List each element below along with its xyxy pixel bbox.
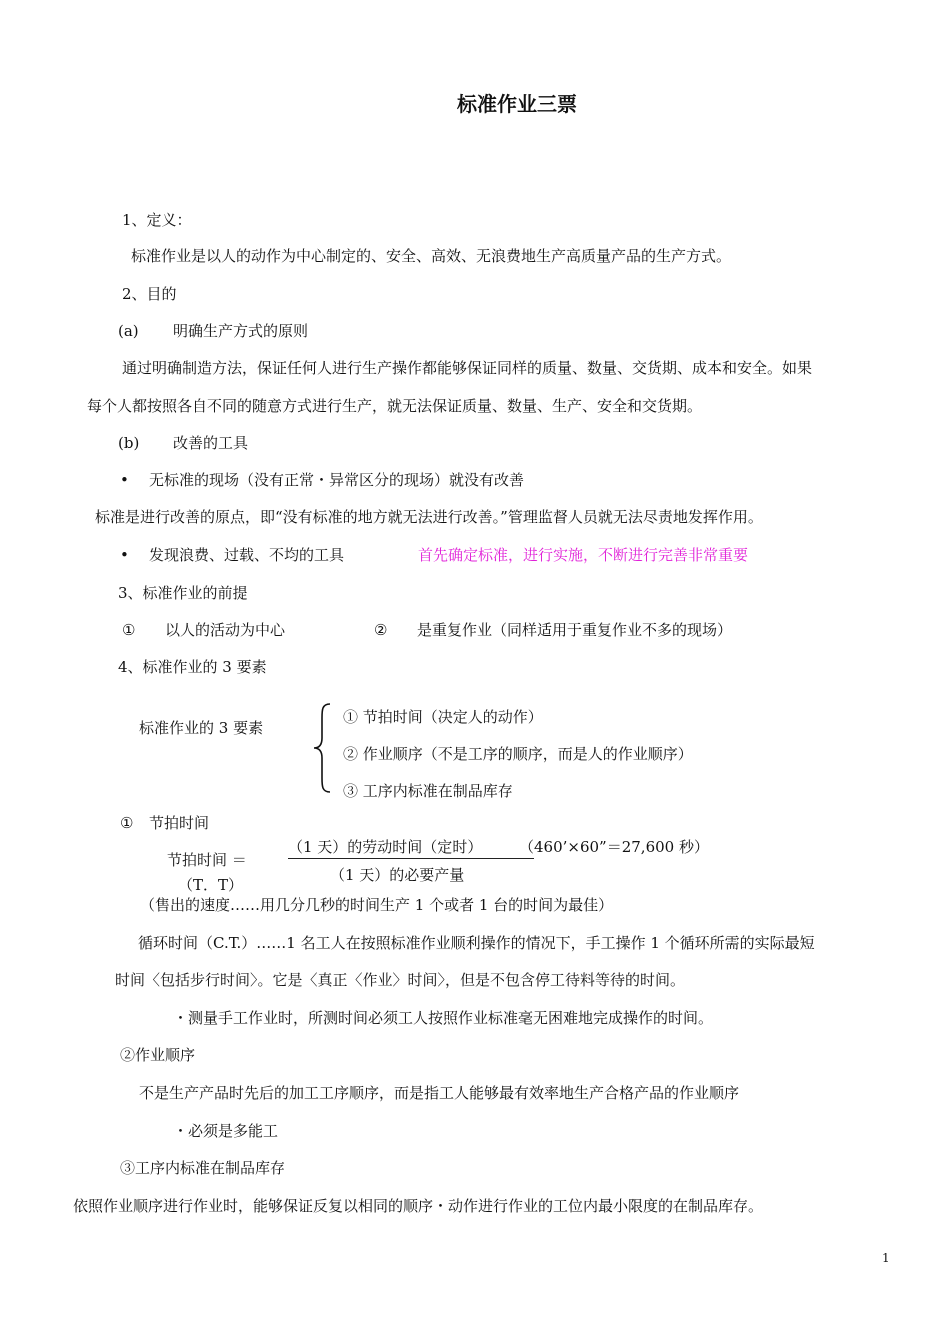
formula-abbreviation: （T．T） xyxy=(178,876,244,894)
cycle-time-bullet: ・测量手工作业时，所测时间必须工人按照作业标准毫无困难地完成操作的时间。 xyxy=(173,1009,714,1027)
sequence-heading: ②作业顺序 xyxy=(120,1046,196,1064)
page-number: 1 xyxy=(882,1251,890,1265)
element-work-sequence: ② 作业顺序（不是工序的顺序，而是人的作业顺序） xyxy=(343,745,693,763)
sequence-bullet: ・必须是多能工 xyxy=(173,1122,279,1140)
item-b-title: 改善的工具 xyxy=(173,434,249,452)
item-a-text-line1: 通过明确制造方法，保证任何人进行生产操作都能够保证同样的质量、数量、交货期、成本和安全。如果 xyxy=(122,359,813,377)
takt-heading-text: 节拍时间 xyxy=(149,814,210,832)
highlight-note: 首先确定标准，进行实施，不断进行完善非常重要 xyxy=(418,546,749,564)
wip-heading: ③工序内标准在制品库存 xyxy=(120,1159,286,1177)
formula-denominator: （1 天）的必要产量 xyxy=(330,866,465,884)
item-a-title: 明确生产方式的原则 xyxy=(173,322,309,340)
element-takt-time: ① 节拍时间（决定人的动作） xyxy=(343,708,543,726)
element-standard-wip: ③ 工序内标准在制品库存 xyxy=(343,782,513,800)
sequence-text: 不是生产产品时先后的加工工序顺序，而是指工人能够最有效率地生产合格产品的作业顺序 xyxy=(139,1084,740,1102)
item-b-label: (b) xyxy=(118,434,140,452)
premise1-number: ① xyxy=(122,621,136,639)
section4-heading: 4、标准作业的 3 要素 xyxy=(118,658,267,676)
premise2-text: 是重复作业（同样适用于重复作业不多的现场） xyxy=(417,621,733,639)
formula-label: 节拍时间 ＝ xyxy=(167,851,247,869)
takt-heading-number: ① xyxy=(120,814,134,832)
item-a-label: (a) xyxy=(118,322,139,340)
premise1-text: 以人的活动为中心 xyxy=(165,621,286,639)
bullet-detail-text: 标准是进行改善的原点，即“没有标准的地方就无法进行改善。”管理监督人员就无法尽责地发挥作用。 xyxy=(95,508,763,526)
curly-brace-icon xyxy=(312,702,334,794)
formula-numerator: （1 天）的劳动时间（定时） xyxy=(288,838,483,856)
section2-heading: 2、目的 xyxy=(122,285,177,303)
section1-heading: 1、定义： xyxy=(122,211,192,229)
bullet-symbol: • xyxy=(120,546,129,564)
definition-text: 标准作业是以人的动作为中心制定的、安全、高效、无浪费地生产高质量产品的生产方式。 xyxy=(131,247,732,265)
takt-note: （售出的速度……用几分几秒的时间生产 1 个或者 1 台的时间为最佳） xyxy=(140,896,614,914)
page-title: 标准作业三票 xyxy=(457,92,577,116)
elements-brace-label: 标准作业的 3 要素 xyxy=(139,719,264,737)
cycle-time-line2: 时间〈包括步行时间〉。它是〈真正〈作业〉时间〉，但是不包含停工待料等待的时间。 xyxy=(115,971,686,989)
bullet-text-no-standard: 无标准的现场（没有正常・异常区分的现场）就没有改善 xyxy=(149,471,525,489)
fraction-line xyxy=(288,858,534,859)
item-a-text-line2: 每个人都按照各自不同的随意方式进行生产，就无法保证质量、数量、生产、安全和交货期。 xyxy=(87,397,703,415)
cycle-time-line1: 循环时间（C.T.）……1 名工人在按照标准作业顺利操作的情况下，手工操作 1 个循环所需的实际最短 xyxy=(138,934,815,952)
bullet-symbol: • xyxy=(120,471,129,489)
wip-text: 依照作业顺序进行作业时，能够保证反复以相同的顺序・动作进行作业的工位内最小限度的在制品库存。 xyxy=(73,1197,764,1215)
formula-example: （460’×60”＝27,600 秒） xyxy=(519,838,709,856)
section3-heading: 3、标准作业的前提 xyxy=(118,584,248,602)
bullet-text-waste-tool: 发现浪费、过载、不均的工具 xyxy=(149,546,345,564)
premise2-number: ② xyxy=(374,621,388,639)
